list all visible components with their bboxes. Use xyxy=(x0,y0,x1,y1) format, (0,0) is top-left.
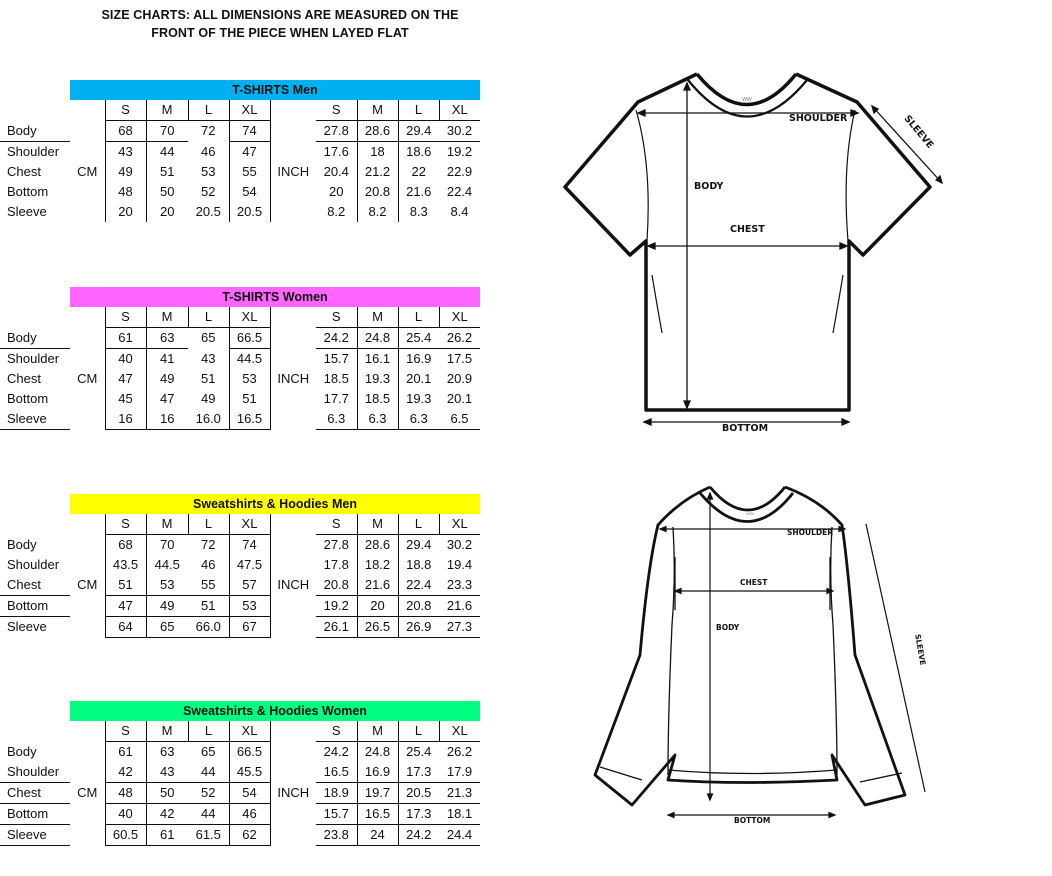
cm-value: 63 xyxy=(146,328,188,349)
inch-value: 19.2 xyxy=(446,144,473,159)
sweatshirt-label-bottom: BOTTOM xyxy=(734,816,771,825)
size-header-row xyxy=(0,514,480,535)
inch-value: 20.8 xyxy=(398,596,439,617)
inch-value: 20.8 xyxy=(357,182,398,202)
svg-text:WW: WW xyxy=(742,97,752,103)
inch-value: 26.5 xyxy=(357,617,398,638)
size-header-cm: L xyxy=(188,100,229,121)
tshirt-label-body: BODY xyxy=(694,181,724,192)
size-header-row xyxy=(0,100,480,121)
cm-value: 40 xyxy=(105,804,146,825)
inch-value: 21.3 xyxy=(439,783,480,804)
size-header-cm: S xyxy=(105,721,146,742)
inch-value: 26.2 xyxy=(446,744,473,759)
cm-value: 42 xyxy=(146,804,188,825)
cm-value: 55 xyxy=(229,162,270,182)
cm-value: 46 xyxy=(201,557,216,572)
size-header-cm: XL xyxy=(229,100,270,121)
size-header-inch: S xyxy=(316,307,357,328)
size-header-cm: S xyxy=(105,307,146,328)
cm-value: 44 xyxy=(146,142,188,163)
row-label: Shoulder xyxy=(7,557,60,572)
table-row-chest xyxy=(0,783,480,804)
table-title: Sweatshirts & Hoodies Men xyxy=(70,494,480,514)
size-header-cm: XL xyxy=(229,307,270,328)
row-label: Body xyxy=(0,121,70,142)
cm-value: 16.0 xyxy=(188,409,229,430)
inch-value: 8.4 xyxy=(450,204,469,219)
inch-value: 27.8 xyxy=(316,121,357,142)
inch-value: 26.1 xyxy=(316,617,357,638)
cm-value: 65 xyxy=(201,744,216,759)
cm-value: 63 xyxy=(146,742,188,763)
inch-value: 15.7 xyxy=(316,804,357,825)
unit-cm-label: CM xyxy=(77,577,98,593)
cm-value: 45 xyxy=(105,389,146,409)
cm-value: 49 xyxy=(105,162,146,182)
inch-value: 19.4 xyxy=(446,557,473,572)
table-row-shoulder xyxy=(0,555,480,575)
cm-value: 20.5 xyxy=(195,204,221,219)
inch-value: 20.9 xyxy=(446,371,473,386)
cm-value: 49 xyxy=(146,596,188,617)
cm-value: 74 xyxy=(229,535,270,556)
table-row-bottom xyxy=(0,804,480,825)
cm-value: 44.5 xyxy=(229,349,270,370)
size-header-cm: S xyxy=(105,514,146,535)
cm-value: 44 xyxy=(188,762,229,783)
cm-value: 46 xyxy=(229,804,270,825)
cm-value: 48 xyxy=(105,182,146,202)
inch-value: 22 xyxy=(398,162,439,182)
size-header-inch: M xyxy=(357,100,398,121)
size-header-cm: M xyxy=(146,514,188,535)
inch-value: 18 xyxy=(357,142,398,163)
cm-value: 70 xyxy=(146,121,188,142)
inch-value: 17.7 xyxy=(323,391,349,406)
table-row-chest xyxy=(0,369,480,389)
tshirt-label-chest: CHEST xyxy=(730,224,765,235)
inch-value: 6.3 xyxy=(398,409,439,430)
unit-inch-label: INCH xyxy=(277,785,310,800)
cm-value: 66.0 xyxy=(188,617,229,638)
cm-value: 40 xyxy=(105,349,146,370)
inch-value: 25.4 xyxy=(398,328,439,349)
row-label: Shoulder xyxy=(7,351,60,366)
cm-value: 51 xyxy=(229,389,270,409)
unit-cm-label: CM xyxy=(77,371,98,386)
unit-cm-label: CM xyxy=(77,164,98,179)
table-row-sleeve xyxy=(0,825,480,846)
title-line-1: SIZE CHARTS: ALL DIMENSIONS ARE MEASURED ON THE xyxy=(101,8,459,22)
inch-value: 20 xyxy=(357,596,398,617)
cm-value: 43 xyxy=(201,350,216,366)
cm-value: 72 xyxy=(201,123,216,139)
inch-value: 16.1 xyxy=(357,349,398,370)
cm-value: 72 xyxy=(201,537,216,552)
row-label: Bottom xyxy=(0,804,70,825)
cm-value: 61 xyxy=(105,328,146,349)
row-label: Shoulder xyxy=(7,144,60,159)
row-label: Bottom xyxy=(0,596,70,617)
inch-value: 28.6 xyxy=(357,121,398,142)
inch-value: 30.2 xyxy=(439,121,480,142)
cm-value: 65 xyxy=(201,330,216,346)
inch-value: 20.5 xyxy=(398,783,439,804)
inch-value: 19.3 xyxy=(398,389,439,409)
size-header-inch: L xyxy=(398,514,439,535)
size-header-inch: S xyxy=(316,100,357,121)
table-row-shoulder xyxy=(0,142,480,163)
table-title: Sweatshirts & Hoodies Women xyxy=(70,701,480,721)
cm-value: 51 xyxy=(188,596,229,617)
cm-value: 68 xyxy=(105,121,146,142)
row-label: Chest xyxy=(7,371,41,386)
inch-value: 27.8 xyxy=(323,537,349,552)
inch-value: 18.2 xyxy=(357,555,398,575)
inch-value: 26.9 xyxy=(398,617,439,638)
cm-value: 16 xyxy=(146,409,188,430)
size-header-cm: M xyxy=(146,307,188,328)
size-header-inch: XL xyxy=(439,721,480,742)
size-header-cm: XL xyxy=(229,721,270,742)
inch-value: 20.8 xyxy=(316,575,357,596)
cm-value: 53 xyxy=(229,369,270,389)
row-label: Chest xyxy=(7,164,41,179)
inch-value: 15.7 xyxy=(323,351,349,366)
sweatshirt-measurement-diagram xyxy=(580,475,960,840)
cm-value: 44 xyxy=(188,804,229,825)
size-header-row xyxy=(0,307,480,328)
cm-value: 66.5 xyxy=(229,328,270,349)
cm-value: 16.5 xyxy=(229,409,270,430)
cm-value: 50 xyxy=(146,182,188,202)
table-row-bottom xyxy=(0,596,480,617)
table-row-shoulder xyxy=(0,349,480,370)
size-header-inch: L xyxy=(398,721,439,742)
cm-value: 41 xyxy=(146,349,188,370)
table-title: T-SHIRTS Men xyxy=(70,80,480,100)
row-label: Bottom xyxy=(7,391,49,406)
cm-value: 16 xyxy=(105,409,146,430)
cm-value: 51 xyxy=(201,371,216,386)
cm-value: 65 xyxy=(146,617,188,638)
cm-value: 52 xyxy=(201,184,216,199)
inch-value: 17.9 xyxy=(439,762,480,783)
inch-value: 8.2 xyxy=(327,204,346,219)
inch-value: 21.6 xyxy=(357,575,398,596)
row-label: Body xyxy=(0,328,70,349)
cm-value: 57 xyxy=(229,575,270,596)
sweatshirt-label-body: BODY xyxy=(716,623,740,632)
inch-value: 18.5 xyxy=(323,371,349,386)
inch-value: 18.1 xyxy=(439,804,480,825)
size-header-cm: M xyxy=(146,721,188,742)
cm-value: 52 xyxy=(188,783,229,804)
row-label: Sleeve xyxy=(0,825,70,846)
table-row-bottom xyxy=(0,182,480,202)
size-header-inch: M xyxy=(357,514,398,535)
cm-value: 61 xyxy=(146,825,188,846)
cm-value: 20 xyxy=(105,202,146,222)
inch-value: 19.2 xyxy=(316,596,357,617)
size-header-cm: L xyxy=(188,307,229,328)
row-label: Body xyxy=(7,536,37,552)
table-row-shoulder xyxy=(0,762,480,783)
sweatshirt-label-sleeve: SLEEVE xyxy=(913,633,928,666)
size-header-inch: M xyxy=(357,307,398,328)
size-header-inch: S xyxy=(316,514,357,535)
row-label: Chest xyxy=(0,575,70,596)
cm-value: 55 xyxy=(188,575,229,596)
unit-inch-label: INCH xyxy=(277,371,310,386)
cm-value: 43.5 xyxy=(105,555,146,575)
inch-value: 24.2 xyxy=(398,825,439,846)
inch-value: 23.8 xyxy=(316,825,357,846)
inch-value: 21.6 xyxy=(439,596,480,617)
size-header-inch: S xyxy=(316,721,357,742)
size-header-inch: XL xyxy=(439,100,480,121)
inch-value: 18.5 xyxy=(357,389,398,409)
tshirt-label-shoulder: SHOULDER xyxy=(789,113,848,124)
inch-value: 26.2 xyxy=(439,328,480,349)
cm-value: 53 xyxy=(201,164,216,179)
cm-value: 43 xyxy=(146,762,188,783)
row-label: Sleeve xyxy=(7,619,47,635)
inch-value: 29.4 xyxy=(398,535,439,556)
size-header-row xyxy=(0,721,480,742)
inch-value: 27.3 xyxy=(439,617,480,638)
cm-value: 51 xyxy=(105,575,146,596)
table-title: T-SHIRTS Women xyxy=(70,287,480,307)
inch-value: 24.8 xyxy=(357,328,398,349)
cm-value: 64 xyxy=(105,617,146,638)
size-header-inch: XL xyxy=(439,307,480,328)
cm-value: 53 xyxy=(229,596,270,617)
size-header-inch: XL xyxy=(439,514,480,535)
row-label: Chest xyxy=(0,783,70,804)
table-row-bottom xyxy=(0,389,480,409)
inch-value: 8.3 xyxy=(398,202,439,222)
sweatshirt-label-shoulder: SHOULDER xyxy=(787,528,834,537)
cm-value: 67 xyxy=(229,617,270,638)
size-header-cm: L xyxy=(188,514,229,535)
inch-value: 6.3 xyxy=(357,409,398,430)
cm-value: 61.5 xyxy=(188,825,229,846)
inch-value: 22.4 xyxy=(446,184,473,199)
cm-value: 61 xyxy=(105,742,146,763)
sweatshirt-label-chest: CHEST xyxy=(740,578,768,587)
inch-value: 24.8 xyxy=(357,742,398,763)
row-label: Sleeve xyxy=(0,409,70,430)
inch-value: 30.2 xyxy=(446,537,473,552)
inch-value: 25.4 xyxy=(398,742,439,763)
table-row-body xyxy=(0,328,480,349)
inch-value: 18.9 xyxy=(316,783,357,804)
inch-value: 16.5 xyxy=(357,804,398,825)
cm-value: 44.5 xyxy=(146,555,188,575)
cm-value: 68 xyxy=(105,535,146,556)
inch-value: 16.9 xyxy=(357,762,398,783)
cm-value: 49 xyxy=(201,391,216,406)
inch-value: 24.4 xyxy=(439,825,480,846)
inch-value: 28.6 xyxy=(357,535,398,556)
inch-value: 17.5 xyxy=(446,351,473,366)
table-row-sleeve xyxy=(0,409,480,430)
table-row-chest xyxy=(0,575,480,596)
inch-value: 19.7 xyxy=(357,783,398,804)
inch-value: 17.8 xyxy=(323,557,349,572)
inch-value: 21.6 xyxy=(398,182,439,202)
page-title xyxy=(60,6,500,42)
row-label: Bottom xyxy=(7,184,49,199)
inch-value: 16.5 xyxy=(316,762,357,783)
size-header-cm: M xyxy=(146,100,188,121)
inch-value: 17.3 xyxy=(398,762,439,783)
inch-value: 20 xyxy=(329,184,344,199)
cm-value: 47.5 xyxy=(229,555,270,575)
unit-inch-label: INCH xyxy=(277,164,310,179)
cm-value: 74 xyxy=(229,121,270,142)
table-row-body xyxy=(0,535,480,556)
cm-value: 47 xyxy=(229,142,270,163)
table-row-chest xyxy=(0,162,480,182)
table-row-sleeve xyxy=(0,202,480,222)
cm-value: 50 xyxy=(146,783,188,804)
size-header-inch: L xyxy=(398,100,439,121)
cm-value: 43 xyxy=(105,142,146,163)
cm-value: 60.5 xyxy=(105,825,146,846)
cm-value: 49 xyxy=(146,369,188,389)
row-label: Sleeve xyxy=(7,204,47,219)
table-row-body xyxy=(0,742,480,763)
inch-value: 16.9 xyxy=(398,349,439,370)
cm-value: 70 xyxy=(146,535,188,556)
inch-value: 20.1 xyxy=(446,391,473,406)
inch-value: 6.3 xyxy=(316,409,357,430)
cm-value: 51 xyxy=(146,162,188,182)
inch-value: 24.2 xyxy=(316,328,357,349)
inch-value: 29.4 xyxy=(398,121,439,142)
unit-inch-label: INCH xyxy=(277,577,310,593)
inch-value: 17.6 xyxy=(323,144,349,159)
inch-value: 20.1 xyxy=(398,369,439,389)
cm-value: 47 xyxy=(105,369,146,389)
inch-value: 17.3 xyxy=(398,804,439,825)
inch-value: 22.9 xyxy=(446,164,473,179)
cm-value: 47 xyxy=(146,389,188,409)
title-line-2: FRONT OF THE PIECE WHEN LAYED FLAT xyxy=(151,26,409,40)
inch-value: 24 xyxy=(357,825,398,846)
tshirt-label-bottom: BOTTOM xyxy=(722,423,769,434)
cm-value: 20 xyxy=(146,202,188,222)
inch-value: 18.6 xyxy=(398,142,439,163)
inch-value: 20.4 xyxy=(323,164,349,179)
cm-value: 54 xyxy=(229,182,270,202)
tshirt-measurement-diagram xyxy=(560,65,960,445)
size-header-inch: M xyxy=(357,721,398,742)
inch-value: 8.2 xyxy=(357,202,398,222)
cm-value: 54 xyxy=(229,783,270,804)
cm-value: 62 xyxy=(229,825,270,846)
inch-value: 23.3 xyxy=(439,575,480,596)
cm-value: 48 xyxy=(105,783,146,804)
size-header-cm: L xyxy=(188,721,229,742)
size-header-cm: XL xyxy=(229,514,270,535)
unit-cm-label: CM xyxy=(77,785,98,800)
cm-value: 42 xyxy=(105,762,146,783)
cm-value: 20.5 xyxy=(229,202,270,222)
inch-value: 24.2 xyxy=(323,744,349,759)
table-row-sleeve xyxy=(0,617,480,638)
inch-value: 6.5 xyxy=(439,409,480,430)
inch-value: 19.3 xyxy=(357,369,398,389)
svg-text:WW: WW xyxy=(746,511,754,516)
inch-value: 18.8 xyxy=(398,555,439,575)
inch-value: 22.4 xyxy=(398,575,439,596)
row-label: Body xyxy=(7,743,37,759)
cm-value: 45.5 xyxy=(229,762,270,783)
cm-value: 47 xyxy=(105,596,146,617)
cm-value: 46 xyxy=(201,143,216,159)
cm-value: 66.5 xyxy=(229,742,270,763)
size-header-inch: L xyxy=(398,307,439,328)
row-label: Shoulder xyxy=(0,762,70,783)
tshirt-label-sleeve: SLEEVE xyxy=(901,113,936,151)
table-row-body xyxy=(0,121,480,142)
cm-value: 53 xyxy=(146,575,188,596)
inch-value: 21.2 xyxy=(357,162,398,182)
size-header-cm: S xyxy=(105,100,146,121)
